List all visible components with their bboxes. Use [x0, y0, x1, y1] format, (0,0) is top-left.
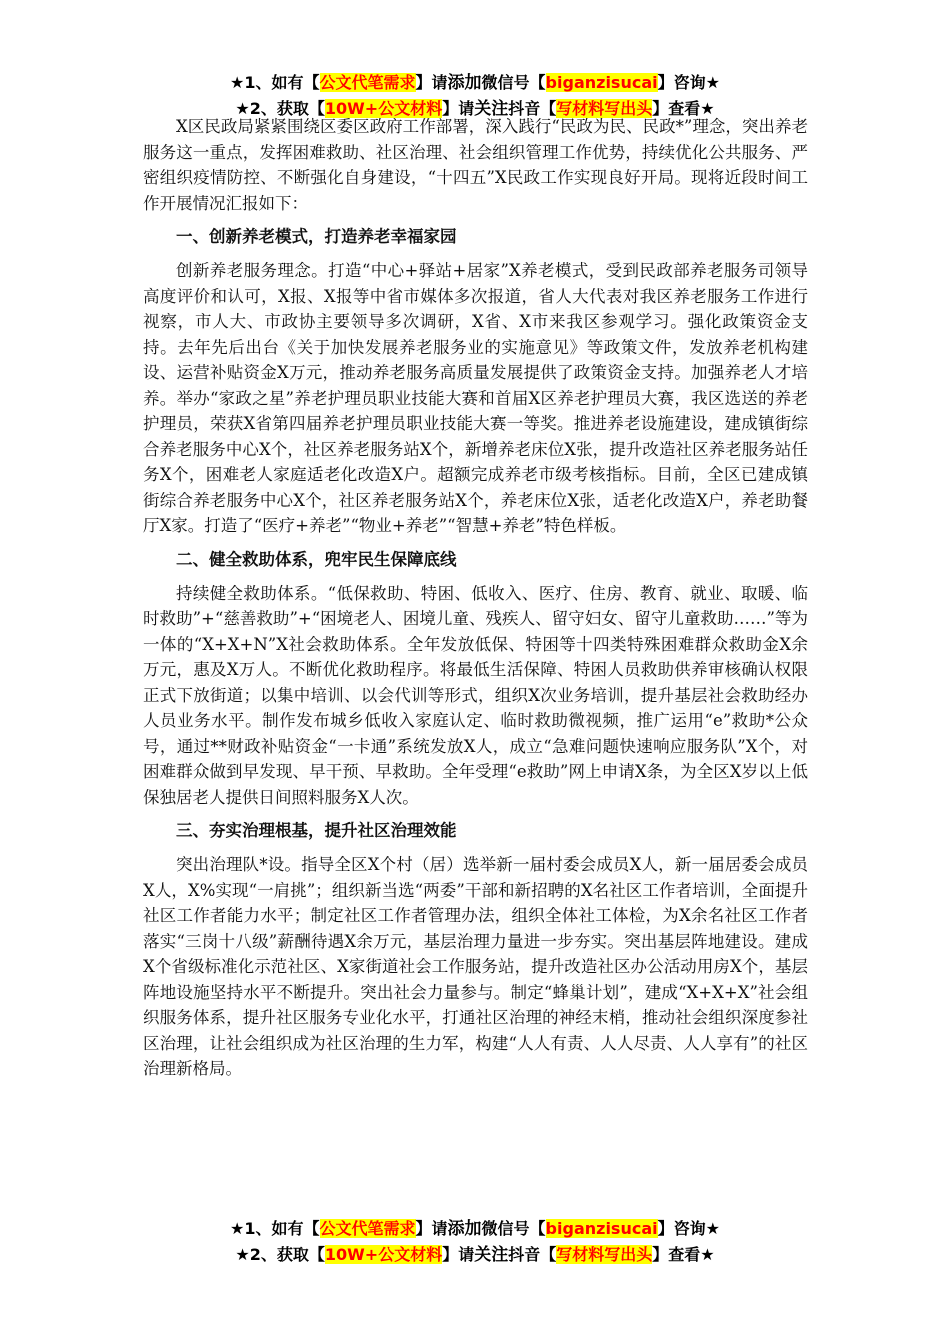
highlight-materials: 10W+公文材料 [324, 99, 443, 118]
section-body-2: 持续健全救助体系。“低保救助、特困、低收入、医疗、住房、教育、就业、取暖、临时救助”+“慈善救助”+“困境老人、困境儿童、残疾人、留守妇女、留守儿童救助……”等为一体的“X+X+N”X社会救助体系。全年发放低保、特困等十四类特殊困难群众救助金X余万元，惠及X万人。不断优化救助程序。将最低生活保障、特困人员救助供养审核确认权限正式下放街道；以集中培训、以会代训等形式，组织X次业务培训，提升基层社会救助经办人员业务水平。制作发布城乡低收入家庭认定、临时救助微视频，推广运用“e”救助*公众号，通过**财政补贴资金“一卡通”系统发放X人，成立“急难问题快速响应服务队”X个，对困难群众做到早发现、早干预、早救助。全年受理“e救助”网上申请X条，为全区X岁以上低保独居老人提供日间照料服务X人次。 [143, 583, 808, 807]
highlight-wechat-id: biganzisucai [545, 1219, 658, 1238]
promo-line-1: ★1、如有【公文代笔需求】请添加微信号【biganzisucai】咨询★ [230, 73, 720, 93]
promo-line-2: ★2、获取【10W+公文材料】请关注抖音【写材料写出头】查看★ [235, 99, 715, 119]
intro-paragraph: X区民政局紧紧围绕区委区政府工作部署，深入践行“民政为民、民政*”理念，突出养老服务这一重点，发挥困难救助、社区治理、社会组织管理工作优势，持续优化公共服务、严密组织疫情防控、不断强化自身建设，“十四五”X民政工作实现良好开局。现将近段时间工作开展情况汇报如下： [143, 117, 808, 213]
section-body-1: 创新养老服务理念。打造“中心+驿站+居家”X养老模式，受到民政部养老服务司领导高度评价和认可，X报、X报等中省市媒体多次报道，省人大代表对我区养老服务工作进行视察，市人大、市政协主要领导多次调研，X省、X市来我区参观学习。强化政策资金支持。去年先后出台《关于加快发展养老服务业的实施意见》等政策文件，发放养老机构建设、运营补贴资金X万元，推动养老服务高质量发展提供了政策资金支持。加强养老人才培养。举办“家政之星”养老护理员职业技能大赛和首届X区养老护理员大赛，我区选送的养老护理员，荣获X省第四届养老护理员职业技能大赛一等奖。推进养老设施建设，建成镇街综合养老服务中心X个，社区养老服务站X个，新增养老床位X张，提升改造社区养老服务站任务X个，困难老人家庭适老化改造X户。超额完成养老市级考核指标。目前，全区已建成镇街综合养老服务中心X个，社区养老服务站X个，养老床位X张，适老化改造X户，养老助餐厅X家。打造了“医疗+养老”“物业+养老”“智慧+养老”特色样板。 [143, 261, 808, 535]
promo-banner-bottom [0, 1216, 950, 1268]
document-body [143, 114, 808, 1082]
highlight-materials: 10W+公文材料 [324, 1245, 443, 1264]
section-heading-3: 三、夯实治理根基，提升社区治理效能 [176, 821, 457, 840]
highlight-wechat-id: biganzisucai [545, 73, 658, 92]
highlight-service: 公文代笔需求 [319, 1219, 416, 1238]
highlight-douyin-account: 写材料写出头 [556, 99, 653, 118]
section-body-3: 突出治理队*设。指导全区X个村（居）选举新一届村委会成员X人，新一届居委会成员X人，X%实现“一肩挑”；组织新当选“两委”干部和新招聘的X名社区工作者培训，全面提升社区工作者能力水平；制定社区工作者管理办法，组织全体社工体检，为X余名社区工作者落实“三岗十八级”薪酬待遇X余万元，基层治理力量进一步夯实。突出基层阵地建设。建成X个省级标准化示范社区、X家街道社会工作服务站，提升改造社区办公活动用房X个，基层阵地设施坚持水平不断提升。突出社会力量参与。制定“蜂巢计划”，建成“X+X+X”社会组织服务体系，提升社区服务专业化水平，打通社区治理的神经末梢，推动社会组织深度参社区治理，让社会组织成为社区治理的生力军，构建“人人有责、人人尽责、人人享有”的社区治理新格局。 [143, 855, 808, 1078]
section-heading-2: 二、健全救助体系，兜牢民生保障底线 [176, 549, 457, 569]
highlight-service: 公文代笔需求 [319, 73, 416, 92]
highlight-douyin-account: 写材料写出头 [556, 1245, 653, 1264]
section-heading-1: 一、创新养老模式，打造养老幸福家园 [176, 227, 457, 246]
promo-line-2: ★2、获取【10W+公文材料】请关注抖音【写材料写出头】查看★ [235, 1245, 715, 1265]
promo-line-1: ★1、如有【公文代笔需求】请添加微信号【biganzisucai】咨询★ [230, 1219, 720, 1239]
